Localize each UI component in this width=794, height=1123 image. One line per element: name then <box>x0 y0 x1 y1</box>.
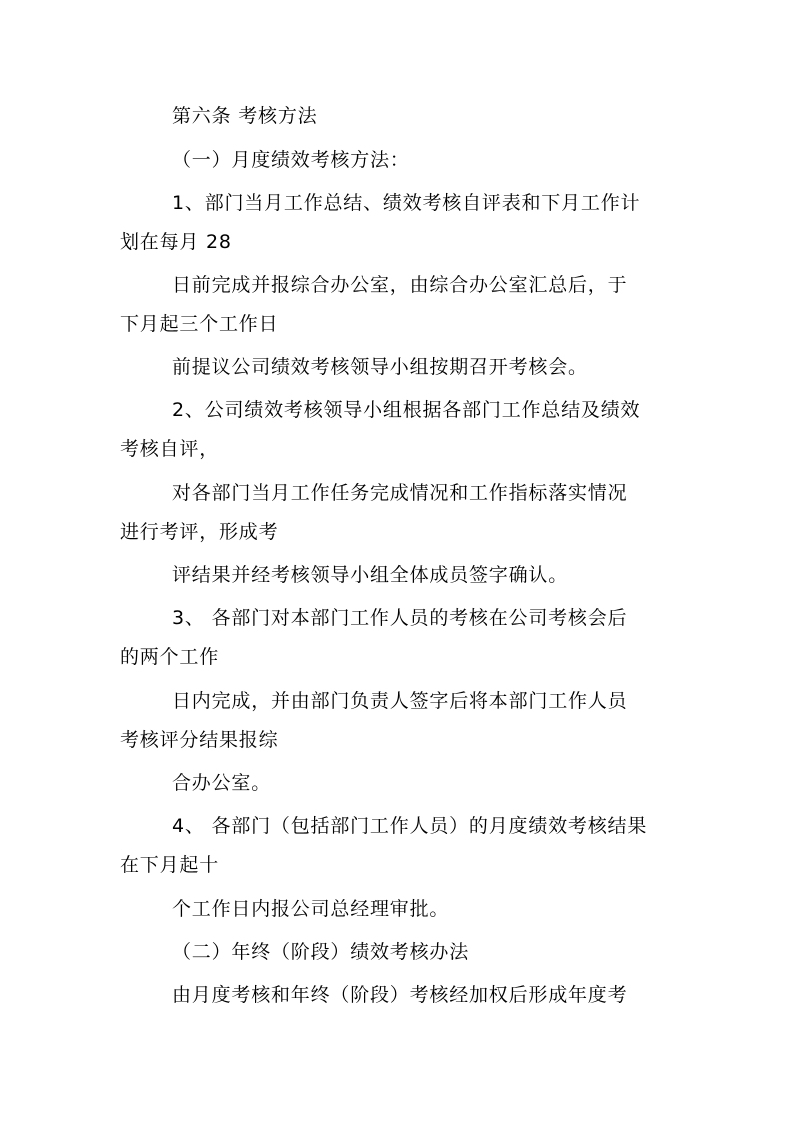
paragraph-line: 评结果并经考核领导小组全体成员签字确认。 <box>172 564 569 586</box>
paragraph-line: 对各部门当月工作任务完成情况和工作指标落实情况 <box>172 482 628 504</box>
paragraph-line: 个工作日内报公司总经理审批。 <box>172 898 450 920</box>
subsection-heading: （一）月度绩效考核方法： <box>172 149 410 171</box>
paragraph-line: 1、部门当月工作总结、绩效考核自评表和下月工作计 <box>172 192 641 214</box>
paragraph-line: 考核自评， <box>120 438 220 460</box>
paragraph-line: 日前完成并报综合办公室，由综合办公室汇总后，于 <box>172 274 628 296</box>
paragraph-line: 日内完成，并由部门负责人签字后将本部门工作人员 <box>172 690 628 712</box>
paragraph-line: 前提议公司绩效考核领导小组按期召开考核会。 <box>172 356 588 378</box>
paragraph-line: 2、公司绩效考核领导小组根据各部门工作总结及绩效 <box>172 399 641 421</box>
paragraph-line: 3、 各部门对本部门工作人员的考核在公司考核会后 <box>172 607 628 629</box>
section-heading: 第六条 考核方法 <box>172 105 318 127</box>
paragraph-line: 进行考评，形成考 <box>120 521 279 543</box>
paragraph-line: 考核评分结果报综 <box>120 729 279 751</box>
paragraph-line: 由月度考核和年终（阶段）考核经加权后形成年度考 <box>172 984 628 1006</box>
paragraph-line: 划在每月 28 <box>120 231 232 253</box>
paragraph-line: 4、 各部门（包括部门工作人员）的月度绩效考核结果 <box>172 815 648 837</box>
paragraph-line: 的两个工作 <box>120 646 220 668</box>
paragraph-line: 在下月起十 <box>120 854 220 876</box>
subsection-heading: （二）年终（阶段）绩效考核办法 <box>172 941 470 963</box>
paragraph-line: 合办公室。 <box>172 772 272 794</box>
paragraph-line: 下月起三个工作日 <box>120 313 279 335</box>
